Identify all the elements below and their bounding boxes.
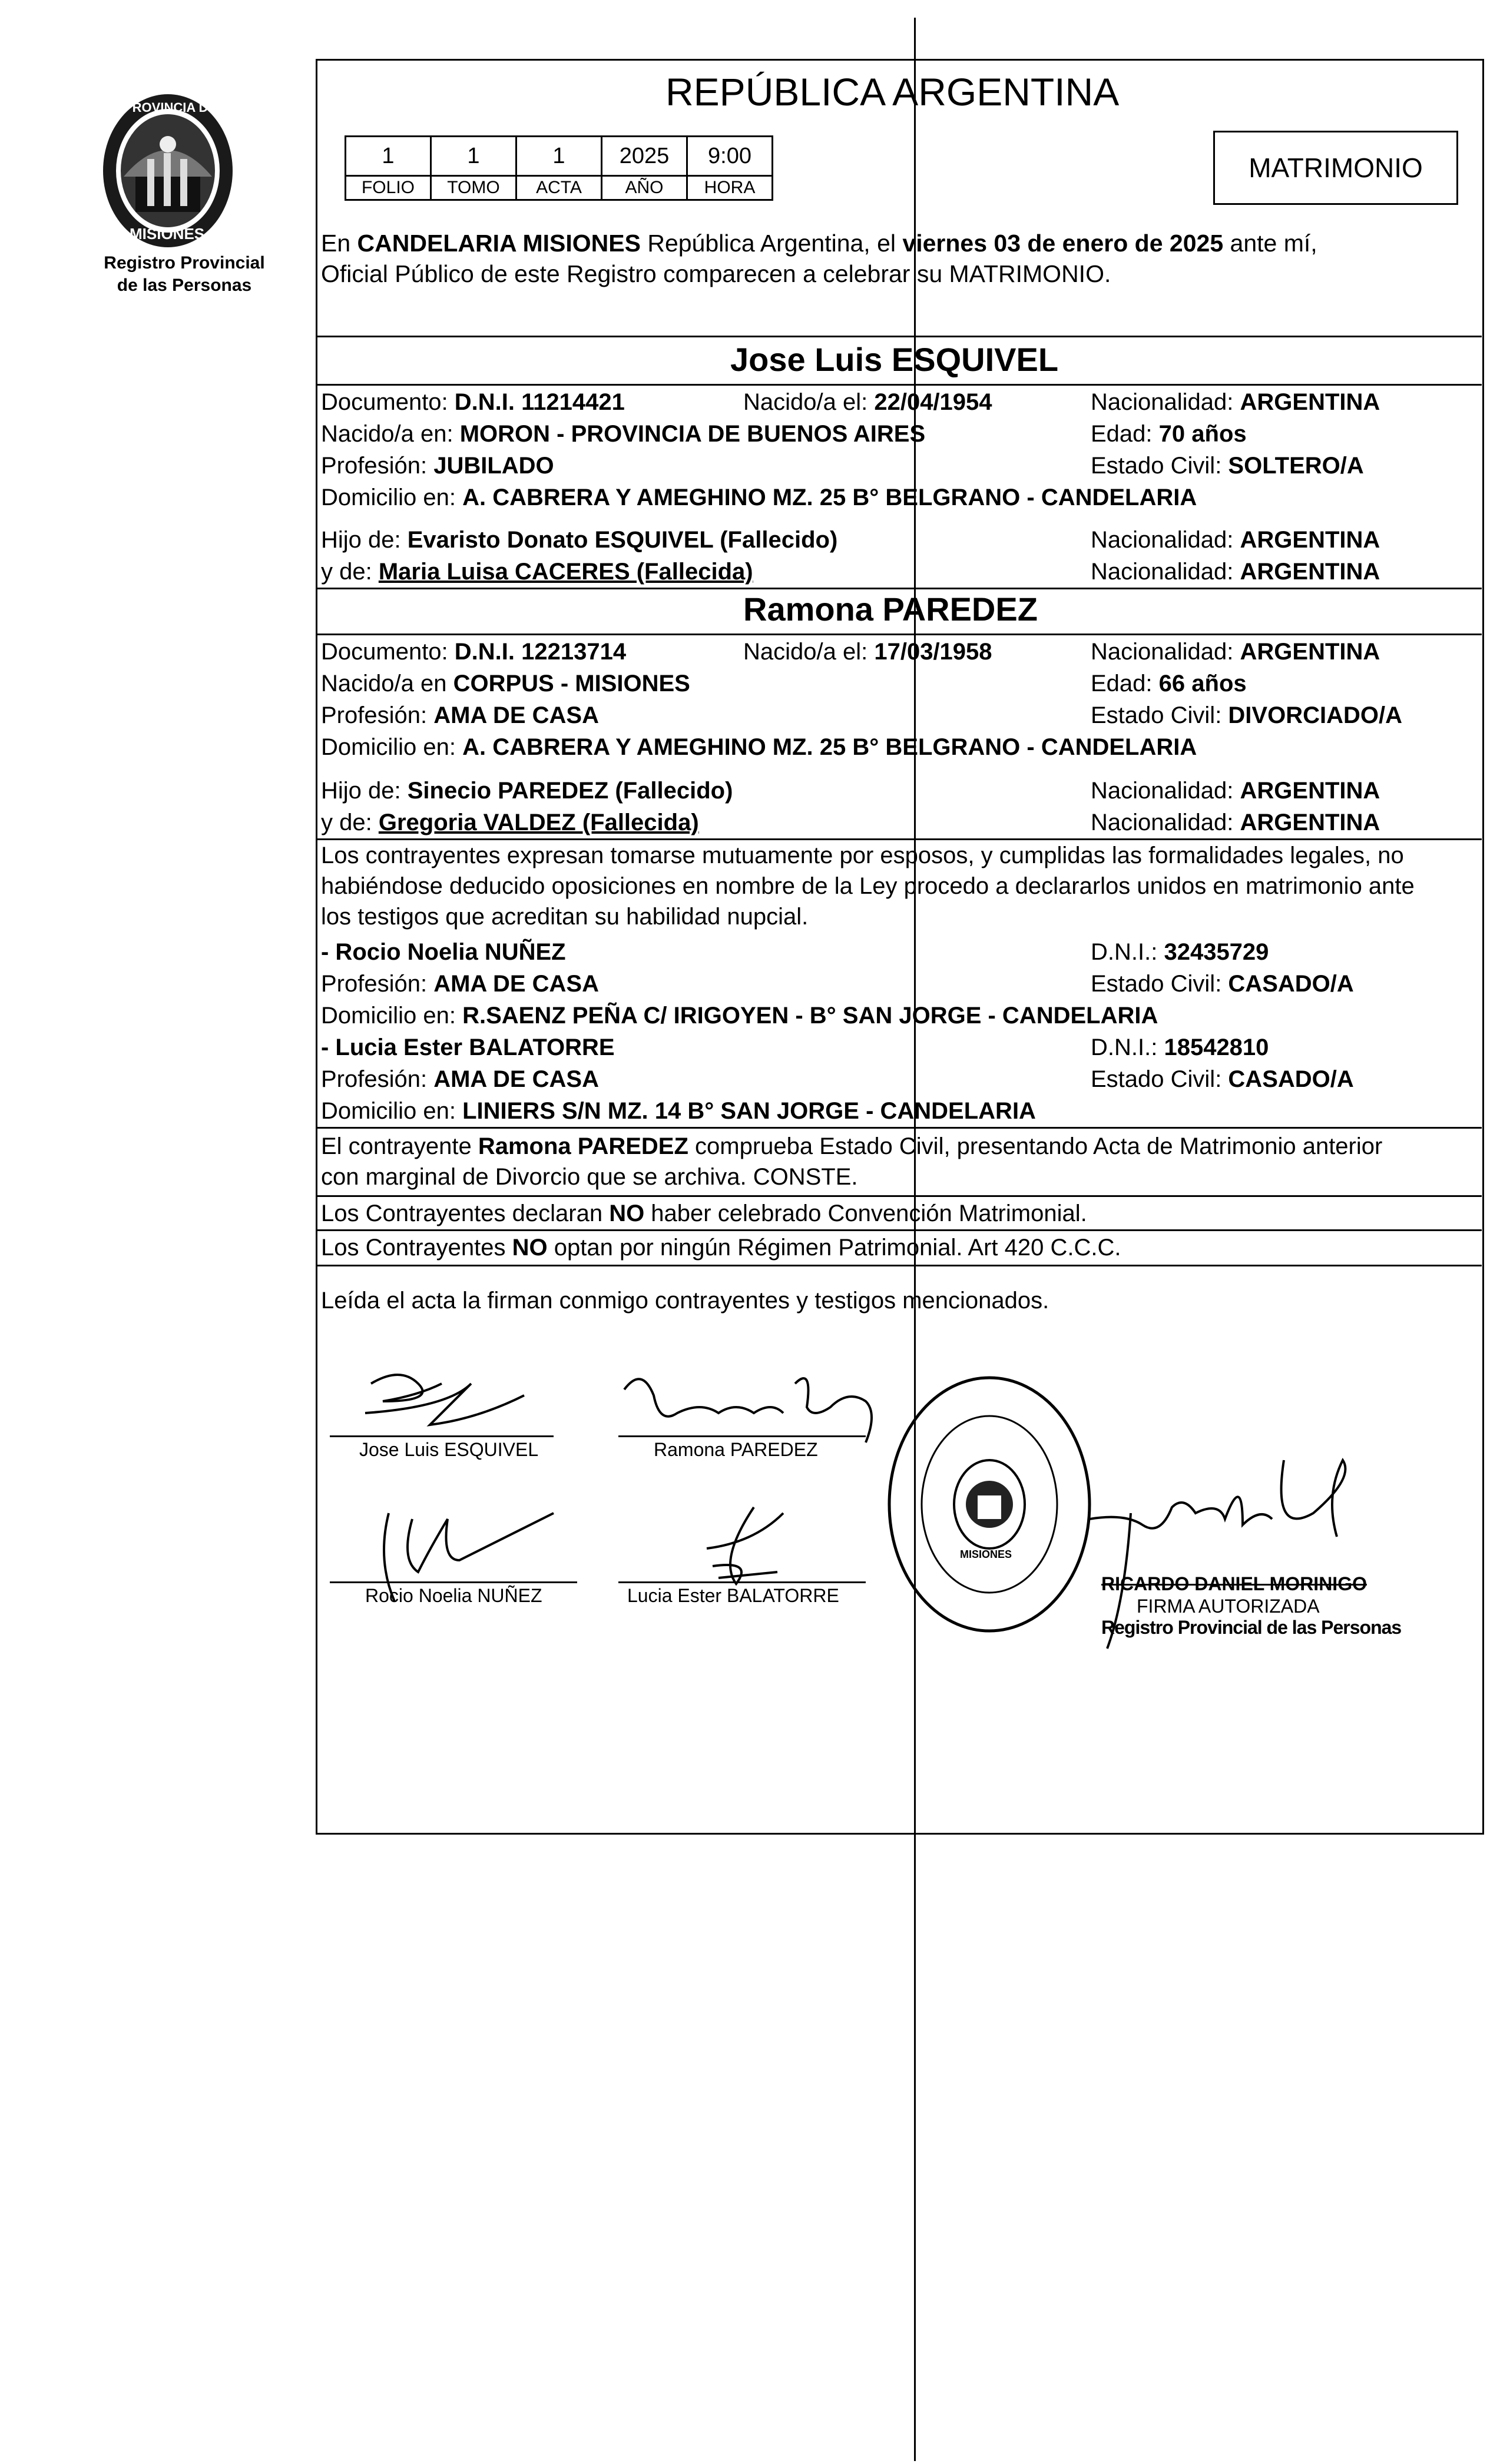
text: optan por ningún Régimen Patrimonial. Art 420 C.C.C. xyxy=(547,1235,1121,1261)
label: y de: xyxy=(321,810,379,835)
label: y de: xyxy=(321,559,379,585)
value: ARGENTINA xyxy=(1240,559,1380,585)
label: Documento: xyxy=(321,639,455,665)
hour-value: 9:00 xyxy=(687,137,773,176)
divider xyxy=(317,838,1482,840)
intro-line-2: Oficial Público de este Registro comparecen a celebrar su MATRIMONIO. xyxy=(321,260,1111,287)
spouse2-name: Ramona PAREDEZ xyxy=(743,591,1038,628)
logo-top-text: PROVINCIA DE xyxy=(124,100,217,115)
label: Domicilio en: xyxy=(321,1003,463,1029)
value: SOLTERO/A xyxy=(1228,453,1364,479)
intro-date: viernes 03 de enero de 2025 xyxy=(902,230,1224,257)
label: D.N.I.: xyxy=(1091,939,1164,965)
label: Nacido/a el: xyxy=(743,389,875,415)
value: 18542810 xyxy=(1164,1034,1269,1060)
divider xyxy=(317,1195,1482,1197)
signature-line xyxy=(330,1435,554,1437)
spouse1-doc xyxy=(321,387,625,417)
signature-caption: Jose Luis ESQUIVEL xyxy=(359,1439,539,1460)
spouse1-born-in xyxy=(321,419,925,449)
spouse1-born-on xyxy=(743,387,992,417)
spouse2-born-in xyxy=(321,669,690,698)
note-convention xyxy=(321,1199,1087,1228)
official-org: Registro Provincial de las Personas xyxy=(1101,1617,1402,1638)
spouse1-mother-nat xyxy=(1091,557,1380,586)
value: MORON - PROVINCIA DE BUENOS AIRES xyxy=(459,421,926,447)
logo-caption-1: Registro Provincial xyxy=(104,253,265,273)
text: Ramona PAREDEZ xyxy=(478,1133,688,1159)
intro-place: CANDELARIA MISIONES xyxy=(357,230,641,257)
spouse1-nationality xyxy=(1091,387,1380,417)
tomo-label: TOMO xyxy=(431,176,516,200)
acta-label: ACTA xyxy=(516,176,602,200)
seal-inner-text: MISIONES xyxy=(960,1548,1012,1560)
label: Nacionalidad: xyxy=(1091,559,1240,585)
divider xyxy=(317,634,1482,635)
logo-bottom-text: MISIONES xyxy=(130,225,205,243)
value: D.N.I. 11214421 xyxy=(454,389,625,415)
value: AMA DE CASA xyxy=(433,971,599,997)
label: Hijo de: xyxy=(321,778,408,804)
logo-caption-2: de las Personas xyxy=(117,276,252,295)
spouse2-father-nat xyxy=(1091,776,1380,805)
label: Nacido/a el: xyxy=(743,639,875,665)
label: Hijo de: xyxy=(321,527,408,553)
tomo-value: 1 xyxy=(431,137,516,176)
label: Nacionalidad: xyxy=(1091,639,1240,665)
spouse1-mother xyxy=(321,557,753,586)
spouse1-father-nat xyxy=(1091,525,1380,555)
value: Gregoria VALDEZ (Fallecida) xyxy=(378,810,699,835)
spouse2-civil xyxy=(1091,701,1402,730)
label: Documento: xyxy=(321,389,455,415)
value: ARGENTINA xyxy=(1240,639,1380,665)
declaration-line-1: Los contrayentes expresan tomarse mutuamente por esposos, y cumplidas las formalidades legales, no xyxy=(321,843,1404,868)
note-civil-status xyxy=(321,1132,1382,1161)
text: El contrayente xyxy=(321,1133,478,1159)
value: 66 años xyxy=(1158,671,1247,697)
signature-line xyxy=(618,1581,866,1583)
value: 22/04/1954 xyxy=(874,389,992,415)
provincial-logo xyxy=(88,88,247,253)
spouse2-mother xyxy=(321,808,699,837)
witness1-dni xyxy=(1091,937,1269,967)
witness1-address xyxy=(321,1001,1158,1030)
value: DIVORCIADO/A xyxy=(1228,702,1402,728)
divider xyxy=(317,1229,1482,1231)
value: AMA DE CASA xyxy=(433,1066,599,1092)
spouse2-mother-nat xyxy=(1091,808,1380,837)
signature-caption: Ramona PAREDEZ xyxy=(654,1439,818,1460)
spouse1-address xyxy=(321,483,1197,512)
witness2-dni xyxy=(1091,1033,1269,1062)
value: AMA DE CASA xyxy=(433,702,599,728)
signature-caption: Lucia Ester BALATORRE xyxy=(627,1585,839,1606)
value: Evaristo Donato ESQUIVEL (Fallecido) xyxy=(407,527,838,553)
label: D.N.I.: xyxy=(1091,1034,1164,1060)
label: Profesión: xyxy=(321,453,434,479)
text: comprueba Estado Civil, presentando Acta de Matrimonio anterior xyxy=(688,1133,1383,1159)
divider xyxy=(317,1127,1482,1129)
spouse2-born-on xyxy=(743,637,992,666)
note-civil-status-2: con marginal de Divorcio que se archiva. CONSTE. xyxy=(321,1164,858,1190)
official-name: RICARDO DANIEL MORINIGO xyxy=(1101,1573,1367,1594)
value: CORPUS - MISIONES xyxy=(453,671,690,697)
value: Maria Luisa CACERES (Fallecida) xyxy=(378,559,753,585)
declaration-line-2: habiéndose deducido oposiciones en nombre de la Ley procedo a declararlos unidos en matrimonio ante xyxy=(321,873,1415,899)
intro-text-3: ante mí, xyxy=(1223,230,1317,257)
label: Domicilio en: xyxy=(321,485,463,510)
label: Nacionalidad: xyxy=(1091,778,1240,804)
divider xyxy=(317,588,1482,589)
label: Profesión: xyxy=(321,702,434,728)
witness1-civil xyxy=(1091,969,1354,999)
year-value: 2025 xyxy=(602,137,687,176)
official-role: FIRMA AUTORIZADA xyxy=(1137,1596,1320,1617)
text: haber celebrado Convención Matrimonial. xyxy=(644,1201,1087,1226)
acta-value: 1 xyxy=(516,137,602,176)
folio-label: FOLIO xyxy=(346,176,431,200)
spouse1-age xyxy=(1091,419,1247,449)
record-grid xyxy=(345,135,773,201)
year-label: AÑO xyxy=(602,176,687,200)
label: Estado Civil: xyxy=(1091,1066,1229,1092)
value: LINIERS S/N MZ. 14 B° SAN JORGE - CANDELARIA xyxy=(462,1098,1036,1124)
witness2-address xyxy=(321,1096,1036,1126)
signature-line xyxy=(330,1581,577,1583)
spouse2-nationality xyxy=(1091,637,1380,666)
spouse2-doc xyxy=(321,637,626,666)
label: Estado Civil: xyxy=(1091,453,1229,479)
divider xyxy=(317,336,1482,337)
value: ARGENTINA xyxy=(1240,389,1380,415)
value: 70 años xyxy=(1158,421,1247,447)
spouse1-name: Jose Luis ESQUIVEL xyxy=(730,341,1059,378)
declaration-line-3: los testigos que acreditan su habilidad nupcial. xyxy=(321,904,809,930)
value: CASADO/A xyxy=(1228,971,1354,997)
hour-label: HORA xyxy=(687,176,773,200)
spouse2-age xyxy=(1091,669,1247,698)
spouse1-profession xyxy=(321,451,554,480)
label: Nacido/a en: xyxy=(321,421,460,447)
label: Estado Civil: xyxy=(1091,702,1229,728)
value: ARGENTINA xyxy=(1240,810,1380,835)
spouse1-civil xyxy=(1091,451,1364,480)
witness1-name: - Rocio Noelia NUÑEZ xyxy=(321,939,566,965)
closing-statement: Leída el acta la firman conmigo contrayentes y testigos mencionados. xyxy=(321,1288,1049,1314)
label: Domicilio en: xyxy=(321,1098,463,1124)
intro-text-2: República Argentina, el xyxy=(640,230,903,257)
official-seal xyxy=(883,1372,1095,1637)
witness1-profession xyxy=(321,969,599,999)
spouse2-father xyxy=(321,776,733,805)
label: Nacionalidad: xyxy=(1091,527,1240,553)
witness2-profession xyxy=(321,1064,599,1094)
intro-text-1: En xyxy=(321,230,357,257)
signature-caption: Rocio Noelia NUÑEZ xyxy=(365,1585,542,1606)
signature-balatorre xyxy=(618,1501,866,1619)
label: Nacionalidad: xyxy=(1091,389,1240,415)
label: Profesión: xyxy=(321,971,434,997)
spouse2-address xyxy=(321,732,1197,762)
witness2-civil xyxy=(1091,1064,1354,1094)
value: 17/03/1958 xyxy=(874,639,992,665)
label: Edad: xyxy=(1091,671,1159,697)
label: Nacido/a en xyxy=(321,671,453,697)
intro-line-1 xyxy=(321,228,1317,258)
value: R.SAENZ PEÑA C/ IRIGOYEN - B° SAN JORGE - CANDELARIA xyxy=(462,1003,1158,1029)
label: Estado Civil: xyxy=(1091,971,1229,997)
folio-value: 1 xyxy=(346,137,431,176)
record-table xyxy=(345,135,773,201)
text: NO xyxy=(512,1235,548,1261)
signature-nunez xyxy=(330,1501,577,1619)
value: A. CABRERA Y AMEGHINO MZ. 25 B° BELGRANO - CANDELARIA xyxy=(462,734,1197,760)
record-type-box xyxy=(1213,131,1458,205)
note-regime xyxy=(321,1233,1121,1262)
spouse2-profession xyxy=(321,701,599,730)
document-title: REPÚBLICA ARGENTINA xyxy=(665,70,1120,114)
label: Nacionalidad: xyxy=(1091,810,1240,835)
spouse1-father xyxy=(321,525,837,555)
value: ARGENTINA xyxy=(1240,527,1380,553)
text: Los Contrayentes declaran xyxy=(321,1201,610,1226)
label: Domicilio en: xyxy=(321,734,463,760)
signature-scribble-icon xyxy=(330,1360,554,1442)
text: Los Contrayentes xyxy=(321,1235,512,1261)
value: CASADO/A xyxy=(1228,1066,1354,1092)
value: Sinecio PAREDEZ (Fallecido) xyxy=(407,778,733,804)
value: ARGENTINA xyxy=(1240,778,1380,804)
signature-line xyxy=(618,1435,866,1437)
value: D.N.I. 12213714 xyxy=(454,639,627,665)
value: A. CABRERA Y AMEGHINO MZ. 25 B° BELGRANO - CANDELARIA xyxy=(462,485,1197,510)
record-type: MATRIMONIO xyxy=(1249,152,1423,183)
signature-esquivel xyxy=(330,1360,554,1466)
value: JUBILADO xyxy=(433,453,554,479)
divider xyxy=(317,384,1482,386)
label: Profesión: xyxy=(321,1066,434,1092)
value: 32435729 xyxy=(1164,939,1269,965)
divider xyxy=(317,1265,1482,1266)
signature-paredez xyxy=(618,1360,883,1466)
label: Edad: xyxy=(1091,421,1159,447)
witness2-name: - Lucia Ester BALATORRE xyxy=(321,1034,615,1060)
text: NO xyxy=(609,1201,645,1226)
